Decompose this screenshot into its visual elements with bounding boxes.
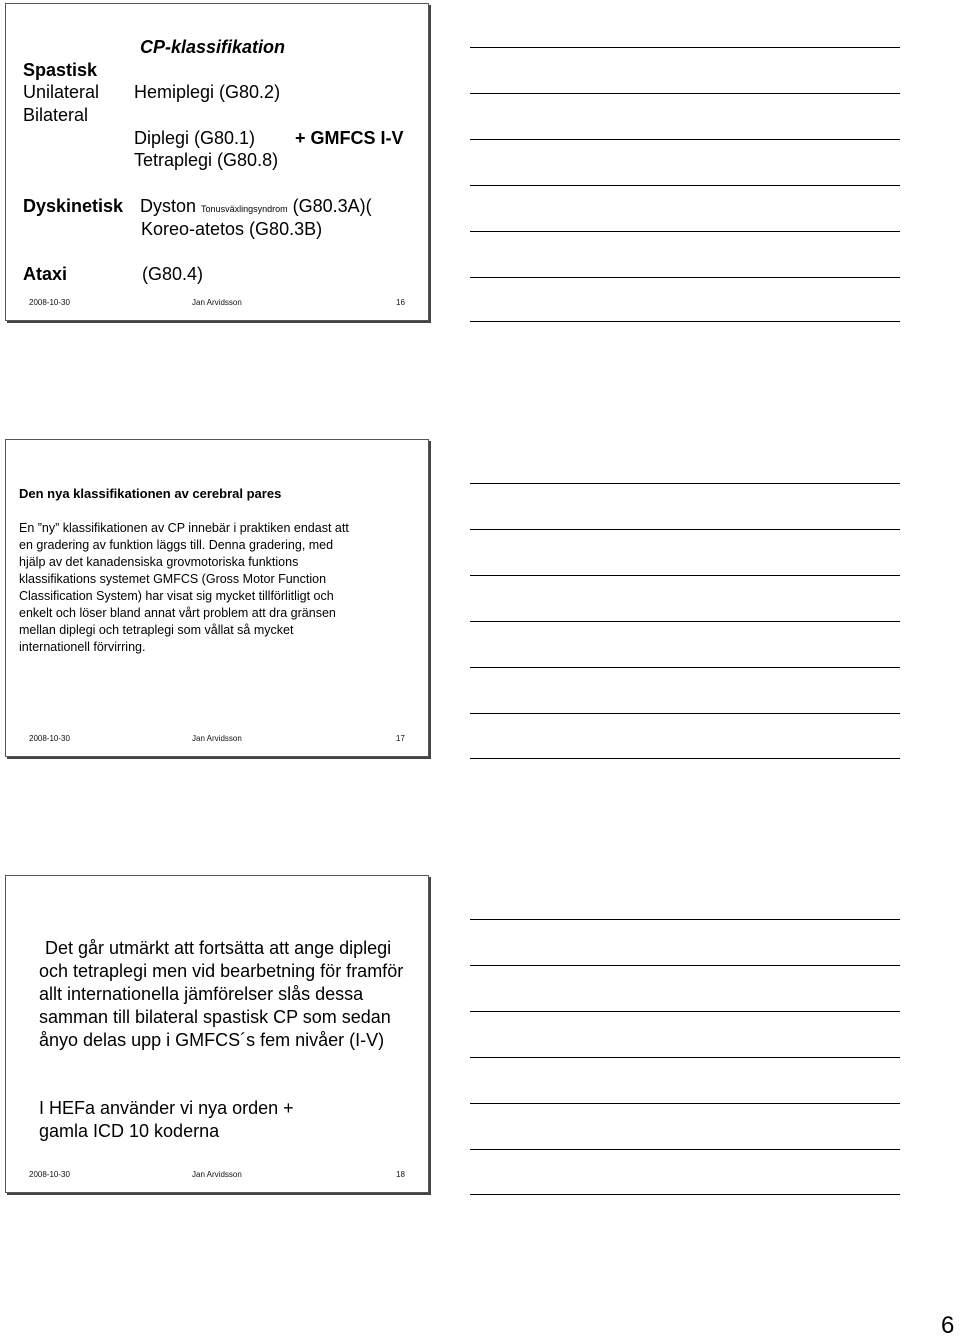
footer-date: 2008-10-30 bbox=[29, 734, 70, 743]
notes-line bbox=[470, 621, 900, 622]
bilateral-label: Bilateral bbox=[23, 105, 89, 125]
notes-line bbox=[470, 483, 900, 484]
ataxi-label: Ataxi bbox=[23, 264, 68, 284]
slide-number: 18 bbox=[396, 1170, 405, 1179]
footer-author: Jan Arvidsson bbox=[192, 734, 242, 743]
hemiplegi-text: Hemiplegi (G80.2) bbox=[134, 82, 281, 102]
notes-line bbox=[470, 47, 900, 48]
tonus-text: Tonusväxlingsyndrom bbox=[201, 204, 288, 214]
notes-line bbox=[470, 277, 900, 278]
notes-line bbox=[470, 93, 900, 94]
notes-line bbox=[470, 1057, 900, 1058]
slide-paragraph-1: Det går utmärkt att fortsätta att ange diplegi och tetraplegi men vid bearbetning för framför allt internationella jämförelser slås dessa samman till bilateral spastisk CP som sedan ånyo delas upp i GMFCS´s fem nivåer (I-V) bbox=[39, 938, 404, 1050]
notes-line bbox=[470, 758, 900, 759]
notes-line bbox=[470, 1149, 900, 1150]
dyston-code: (G80.3A)( bbox=[292, 196, 372, 216]
slide-body: En ”ny” klassifikationen av CP innebär i praktiken endast att en gradering av funktion läggs till. Denna gradering, med hjälp av det kanadensiska grovmotoriska funktions klassifikations systemet GMFCS (Gross Motor Function Classification System) har visat sig mycket tillförlitligt och enkelt och löser bland annat vårt problem att dra gränsen mellan diplegi och tetraplegi som vållat så mycket internationell förvirring. bbox=[19, 521, 349, 654]
unilateral-label: Unilateral bbox=[23, 82, 100, 102]
notes-line bbox=[470, 1194, 900, 1195]
diplegi-text: Diplegi (G80.1) bbox=[134, 128, 256, 148]
notes-line bbox=[470, 1011, 900, 1012]
slide-title: Den nya klassifikationen av cerebral pares bbox=[19, 486, 282, 501]
slide-18 bbox=[5, 875, 429, 1193]
slide-17 bbox=[5, 439, 429, 757]
footer-date: 2008-10-30 bbox=[29, 1170, 70, 1179]
slide-title: CP-klassifikation bbox=[140, 37, 286, 57]
notes-line bbox=[470, 713, 900, 714]
footer-date: 2008-10-30 bbox=[29, 298, 70, 307]
notes-line bbox=[470, 575, 900, 576]
notes-line bbox=[470, 965, 900, 966]
footer-author: Jan Arvidsson bbox=[192, 298, 242, 307]
notes-line bbox=[470, 919, 900, 920]
ataxi-code: (G80.4) bbox=[142, 264, 204, 284]
notes-line bbox=[470, 185, 900, 186]
notes-line bbox=[470, 1103, 900, 1104]
spastisk-label: Spastisk bbox=[23, 60, 98, 80]
slide-number: 16 bbox=[396, 298, 405, 307]
tetraplegi-text: Tetraplegi (G80.8) bbox=[134, 150, 279, 170]
footer-author: Jan Arvidsson bbox=[192, 1170, 242, 1179]
dyskinetisk-label: Dyskinetisk bbox=[23, 196, 124, 216]
notes-line bbox=[470, 139, 900, 140]
page-number: 6 bbox=[941, 1312, 955, 1339]
notes-line bbox=[470, 231, 900, 232]
notes-line bbox=[470, 529, 900, 530]
slide-16 bbox=[5, 3, 429, 321]
gmfcs-text: + GMFCS I-V bbox=[295, 128, 404, 148]
slide-paragraph-2: I HEFa använder vi nya orden + gamla ICD 10 koderna bbox=[39, 1098, 294, 1141]
notes-line bbox=[470, 667, 900, 668]
dyston-word: Dyston bbox=[140, 196, 197, 216]
notes-line bbox=[470, 321, 900, 322]
dyston-text bbox=[140, 196, 372, 217]
slide-number: 17 bbox=[396, 734, 405, 743]
koreo-text: Koreo-atetos (G80.3B) bbox=[141, 219, 323, 239]
